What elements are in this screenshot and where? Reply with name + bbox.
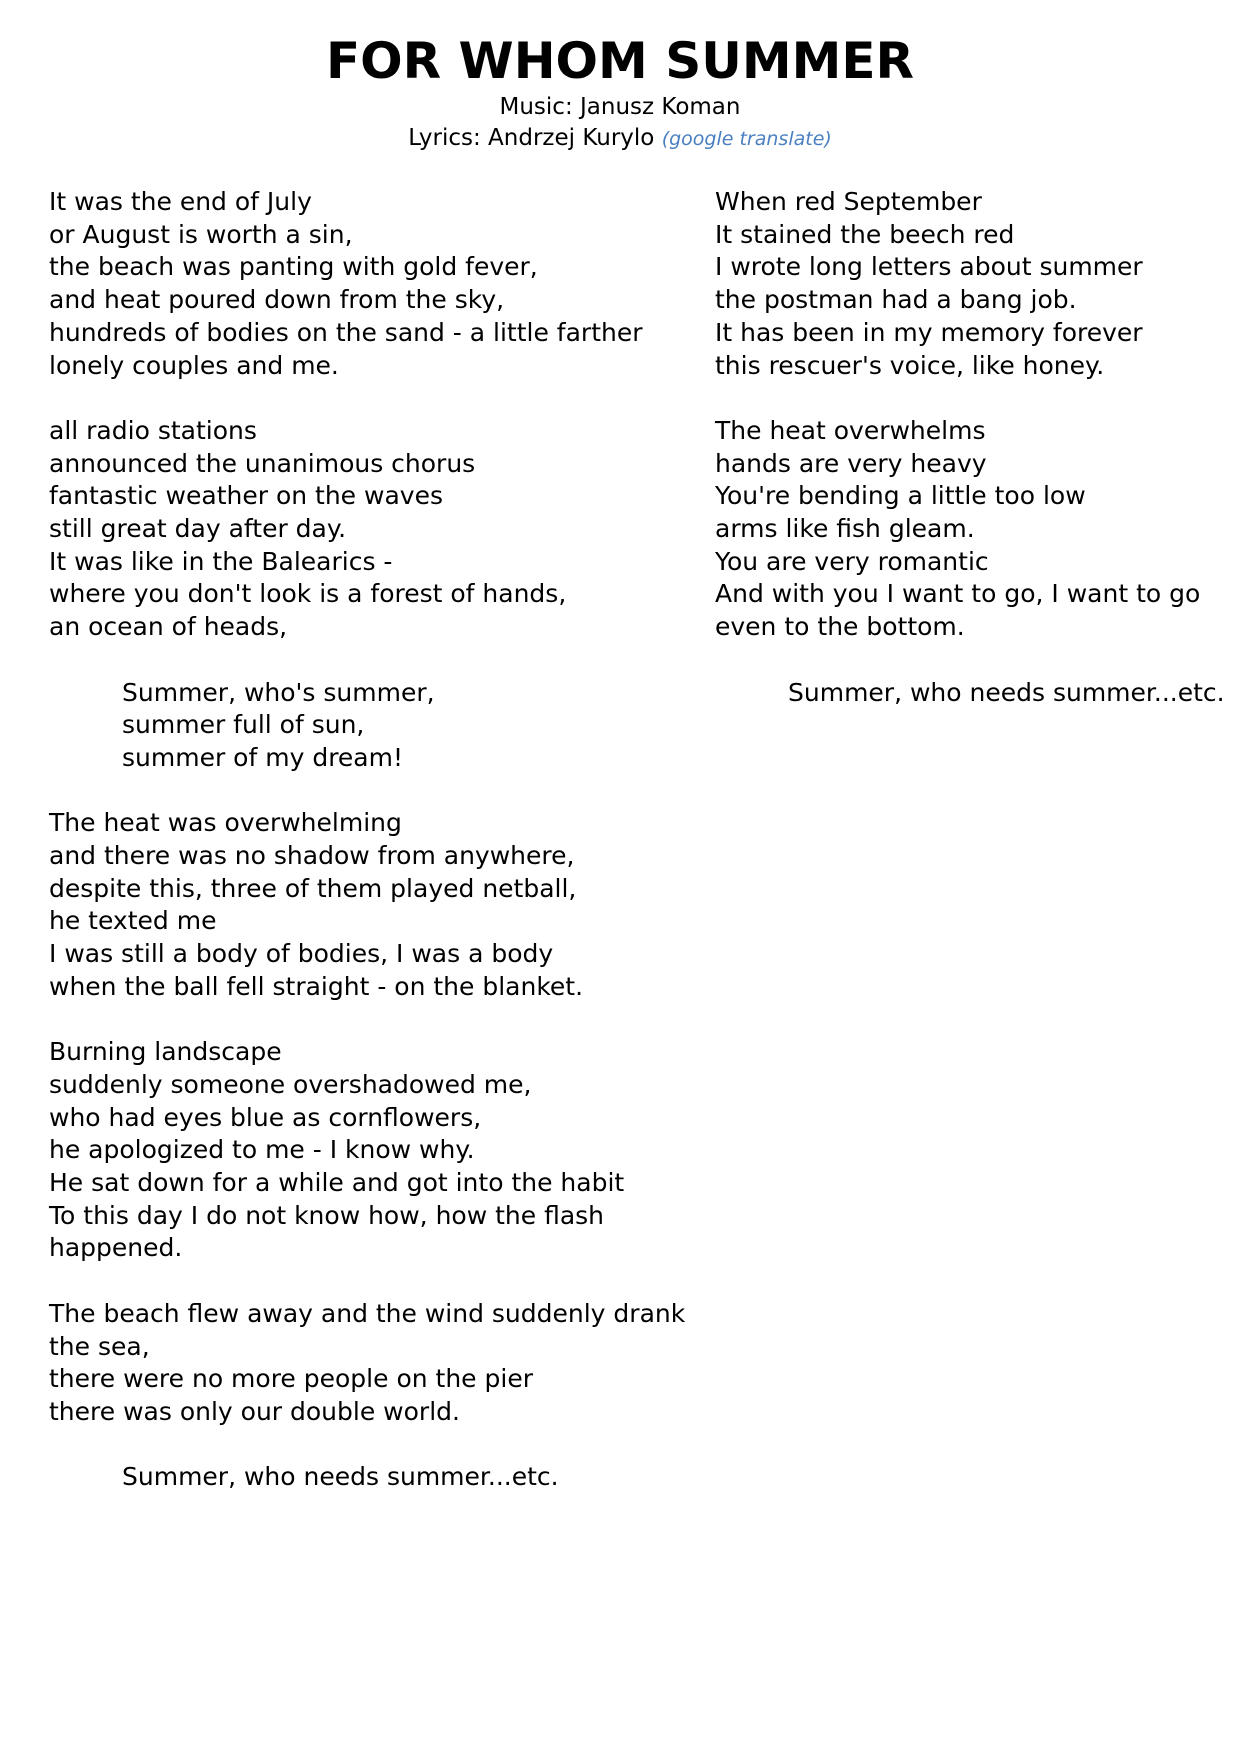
left-column [49, 186, 689, 1527]
lyric-line: suddenly someone overshadowed me, [49, 1069, 532, 1099]
lyric-line: Burning landscape [49, 1037, 282, 1067]
lyric-line: The heat was overwhelming [49, 808, 402, 838]
translate-note: (google translate) [661, 128, 832, 150]
lyric-line: The heat overwhelms [715, 415, 986, 445]
lyric-line: It stained the beech red [715, 219, 1015, 249]
chorus-line: Summer, who's summer, [122, 677, 435, 707]
verse-2 [49, 415, 689, 644]
right-column [715, 186, 1235, 742]
lyric-line: all radio stations [49, 415, 257, 445]
lyric-line: or August is worth a sin, [49, 219, 353, 249]
lyric-line: he texted me [49, 906, 217, 936]
lyric-line: the beach was panting with gold fever, [49, 252, 538, 282]
lyric-line: I was still a body of bodies, I was a body [49, 939, 554, 969]
song-title: FOR WHOM SUMMER [325, 32, 914, 90]
lyric-line: arms like fish gleam. [715, 514, 975, 544]
lyric-line: hundreds of bodies on the sand - a little farther [49, 317, 643, 347]
lyric-line: And with you I want to go, I want to go [715, 579, 1201, 609]
lyric-line: It was like in the Balearics - [49, 546, 393, 576]
lyrics-author: Lyrics: Andrzej Kurylo [408, 125, 655, 151]
song-header [0, 30, 1240, 155]
chorus-line: summer of my dream! [122, 742, 403, 772]
chorus-line: summer full of sun, [122, 710, 365, 740]
lyric-line: You are very romantic [715, 546, 989, 576]
lyric-line: It was the end of July [49, 187, 312, 216]
lyric-line: the postman had a bang job. [715, 285, 1077, 315]
music-credit: Music: Janusz Koman [499, 94, 741, 120]
lyric-line: happened. [49, 1233, 183, 1263]
chorus-reference-right [715, 677, 1235, 710]
lyric-line: It has been in my memory forever [715, 317, 1143, 347]
lyric-line: To this day I do not know how, how the flash [49, 1200, 605, 1230]
lyric-line: when the ball fell straight - on the blanket. [49, 971, 584, 1001]
lyric-line: this rescuer's voice, like honey. [715, 350, 1105, 380]
lyric-line: and heat poured down from the sky, [49, 285, 505, 315]
chorus [49, 677, 689, 775]
lyrics-credit [0, 123, 1240, 155]
verse-3 [49, 807, 689, 1003]
lyric-line: I wrote long letters about summer [715, 252, 1143, 282]
lyric-line: he apologized to me - I know why. [49, 1135, 475, 1165]
lyric-line: still great day after day. [49, 514, 347, 544]
lyric-line: an ocean of heads, [49, 612, 288, 642]
verse-4 [49, 1036, 689, 1265]
lyric-line: and there was no shadow from anywhere, [49, 841, 575, 871]
verse-7 [715, 415, 1235, 644]
lyric-line: who had eyes blue as cornflowers, [49, 1102, 482, 1132]
lyric-line: lonely couples and me. [49, 350, 339, 380]
verse-1 [49, 186, 689, 382]
chorus-reference [49, 1461, 689, 1494]
lyric-line: You're bending a little too low [715, 481, 1086, 511]
chorus-ref-line: Summer, who needs summer...etc. [122, 1462, 559, 1492]
lyric-line: despite this, three of them played netball, [49, 873, 577, 903]
verse-5 [49, 1298, 689, 1429]
lyric-line: hands are very heavy [715, 448, 987, 478]
lyric-line: even to the bottom. [715, 612, 965, 642]
lyric-line: there were no more people on the pier [49, 1364, 533, 1394]
lyric-line: He sat down for a while and got into the habit [49, 1168, 625, 1198]
lyric-line: where you don't look is a forest of hands, [49, 579, 567, 609]
verse-6 [715, 186, 1235, 382]
lyric-line: The beach flew away and the wind suddenly drank [49, 1298, 686, 1328]
chorus-ref-line: Summer, who needs summer...etc. [788, 677, 1225, 707]
lyric-line: the sea, [49, 1331, 150, 1361]
lyric-line: fantastic weather on the waves [49, 481, 443, 511]
lyric-line: there was only our double world. [49, 1396, 460, 1426]
lyric-line: announced the unanimous chorus [49, 448, 476, 478]
lyric-line: When red September [715, 187, 982, 216]
